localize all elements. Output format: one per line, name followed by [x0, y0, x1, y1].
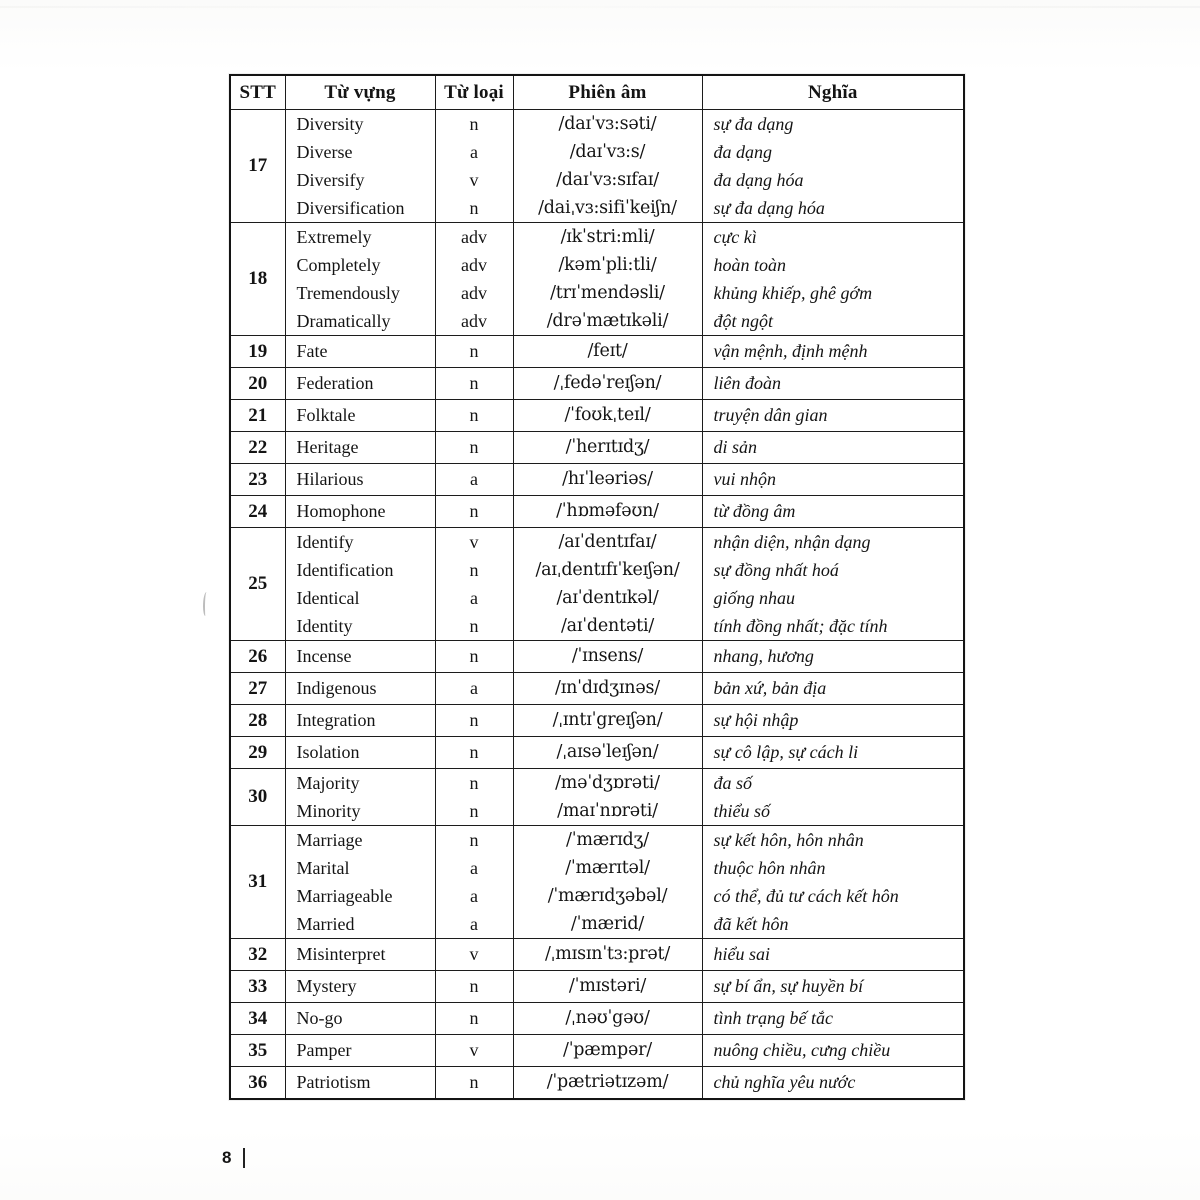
- word-cell: [285, 223, 435, 336]
- word-cell: [285, 737, 435, 769]
- meaning-cell-line: đột ngột: [713, 311, 774, 331]
- pos-cell-line: n: [469, 976, 479, 996]
- page-number-separator-bar: [243, 1148, 245, 1168]
- word-cell: [285, 641, 435, 673]
- meaning-cell: [702, 464, 964, 496]
- word-cell: [285, 336, 435, 368]
- ipa-cell-line: /drəˈmætɪkəli/: [546, 311, 669, 331]
- stt-cell: 31: [230, 826, 285, 939]
- meaning-cell-line: liên đoàn: [713, 373, 781, 393]
- word-cell-line: Patriotism: [296, 1072, 371, 1092]
- page-footer: [222, 1148, 245, 1168]
- word-cell: [285, 400, 435, 432]
- stt-cell: 27: [230, 673, 285, 705]
- word-cell-line: Isolation: [296, 742, 360, 762]
- pos-cell-line: adv: [461, 283, 487, 303]
- meaning-cell-line: sự hội nhập: [713, 710, 799, 730]
- meaning-cell: [702, 737, 964, 769]
- meaning-cell-line: sự bí ẩn, sự huyền bí: [713, 976, 864, 996]
- table-row: [230, 673, 964, 705]
- meaning-cell-line: sự đồng nhất hoá: [713, 560, 839, 580]
- pos-cell: [435, 1003, 513, 1035]
- ipa-cell-line: /ˈɪnsens/: [571, 646, 644, 666]
- word-cell-line: Identity: [296, 616, 353, 636]
- meaning-cell-line: nhang, hương: [713, 646, 814, 666]
- meaning-cell: [702, 971, 964, 1003]
- pos-cell: [435, 223, 513, 336]
- meaning-cell-line: đa dạng hóa: [713, 170, 804, 190]
- pos-cell-line: a: [470, 858, 478, 878]
- word-cell-line: Pamper: [296, 1040, 352, 1060]
- pos-cell-line: n: [469, 773, 479, 793]
- ipa-cell-line: /ˌnəʊˈgəʊ/: [565, 1008, 650, 1028]
- meaning-cell-line: có thể, đủ tư cách kết hôn: [713, 886, 899, 906]
- pos-cell: [435, 496, 513, 528]
- pos-cell-line: adv: [461, 227, 487, 247]
- stt-cell: 32: [230, 939, 285, 971]
- meaning-cell-line: từ đồng âm: [713, 501, 796, 521]
- ipa-cell-line: /daɪˈvɜ:s/: [569, 142, 646, 162]
- ipa-cell: [513, 496, 702, 528]
- word-cell-line: Completely: [296, 255, 381, 275]
- pos-cell-line: a: [470, 469, 478, 489]
- vocabulary-table: [229, 74, 965, 1100]
- pos-cell: [435, 939, 513, 971]
- ipa-cell-line: /hɪˈleəriəs/: [562, 469, 653, 489]
- meaning-cell-line: hiểu sai: [713, 944, 770, 964]
- word-cell-line: Marriageable: [296, 886, 393, 906]
- stt-cell: 23: [230, 464, 285, 496]
- ipa-cell-line: /ˌfedəˈreɪʃən/: [553, 373, 662, 393]
- word-cell: [285, 673, 435, 705]
- pos-cell: [435, 971, 513, 1003]
- word-cell-line: Identical: [296, 588, 360, 608]
- pos-cell: [435, 1035, 513, 1067]
- ipa-cell-line: /ˌmɪsɪnˈtɜ:prət/: [544, 944, 671, 964]
- ipa-cell-line: /trɪˈmendəsli/: [550, 283, 665, 303]
- pos-cell-line: v: [469, 532, 479, 552]
- pos-cell-line: n: [469, 830, 479, 850]
- stt-cell: 30: [230, 769, 285, 826]
- word-cell-line: Heritage: [296, 437, 359, 457]
- pos-cell-line: a: [470, 588, 478, 608]
- ipa-cell-line: /ˈhɒməfəʊn/: [556, 501, 659, 521]
- word-cell-line: Marital: [296, 858, 350, 878]
- pos-cell-line: n: [469, 405, 479, 425]
- word-cell: [285, 110, 435, 223]
- ipa-cell-line: /daiˌvɜ:sifiˈkeiʃn/: [538, 198, 677, 218]
- meaning-cell-line: giống nhau: [713, 588, 796, 608]
- ipa-cell-line: /ˈmɪstəri/: [568, 976, 647, 996]
- stt-cell: 19: [230, 336, 285, 368]
- stt-cell: 21: [230, 400, 285, 432]
- pos-cell: [435, 110, 513, 223]
- stt-cell: 17: [230, 110, 285, 223]
- stt-cell: 35: [230, 1035, 285, 1067]
- ipa-cell: [513, 939, 702, 971]
- pos-cell-line: n: [469, 198, 479, 218]
- ipa-cell: [513, 223, 702, 336]
- word-cell: [285, 464, 435, 496]
- word-cell: [285, 971, 435, 1003]
- table-row: [230, 110, 964, 223]
- meaning-cell-line: sự cô lập, sự cách li: [713, 742, 859, 762]
- ipa-cell-line: /maɪˈnɒrəti/: [557, 801, 658, 821]
- ipa-cell: [513, 1035, 702, 1067]
- pos-cell: [435, 368, 513, 400]
- meaning-cell: [702, 368, 964, 400]
- ipa-cell-line: /ˈmærɪtəl/: [565, 858, 650, 878]
- meaning-cell-line: nhận diện, nhận dạng: [713, 532, 871, 552]
- stt-cell: 28: [230, 705, 285, 737]
- pos-cell-line: n: [469, 373, 479, 393]
- meaning-cell: [702, 1003, 964, 1035]
- pos-cell-line: n: [469, 1008, 479, 1028]
- scan-artifact-mark: [203, 592, 209, 616]
- ipa-cell-line: /ˈfoʊkˌteɪl/: [564, 405, 651, 425]
- pos-cell-line: n: [469, 616, 479, 636]
- table-row: [230, 223, 964, 336]
- pos-cell-line: n: [469, 646, 479, 666]
- meaning-cell-line: tính đồng nhất; đặc tính: [713, 616, 888, 636]
- ipa-cell: [513, 528, 702, 641]
- table-row: [230, 400, 964, 432]
- pos-cell-line: n: [469, 801, 479, 821]
- word-cell-line: Hilarious: [296, 469, 364, 489]
- table-header-row: [230, 75, 964, 110]
- ipa-cell: [513, 110, 702, 223]
- pos-cell-line: n: [469, 742, 479, 762]
- ipa-cell-line: /ɪkˈstri:mli/: [560, 227, 655, 247]
- meaning-cell: [702, 528, 964, 641]
- ipa-cell-line: /aɪˈdentɪkəl/: [556, 588, 659, 608]
- ipa-cell: [513, 769, 702, 826]
- word-cell-line: Dramatically: [296, 311, 391, 331]
- word-cell-line: Tremendously: [296, 283, 400, 303]
- word-cell-line: Married: [296, 914, 355, 934]
- word-cell-line: Folktale: [296, 405, 356, 425]
- table-row: [230, 528, 964, 641]
- pos-cell-line: a: [470, 142, 478, 162]
- meaning-cell: [702, 939, 964, 971]
- column-header-0: STT: [230, 75, 285, 110]
- meaning-cell: [702, 705, 964, 737]
- pos-cell-line: v: [469, 1040, 479, 1060]
- ipa-cell: [513, 641, 702, 673]
- ipa-cell: [513, 1003, 702, 1035]
- meaning-cell: [702, 496, 964, 528]
- table-row: [230, 939, 964, 971]
- meaning-cell: [702, 1067, 964, 1100]
- word-cell: [285, 432, 435, 464]
- meaning-cell-line: sự đa dạng hóa: [713, 198, 825, 218]
- word-cell-line: No-go: [296, 1008, 343, 1028]
- pos-cell: [435, 705, 513, 737]
- meaning-cell: [702, 432, 964, 464]
- ipa-cell-line: /ˈpætriətɪzəm/: [546, 1072, 669, 1092]
- pos-cell-line: n: [469, 710, 479, 730]
- scan-edge-artifact: [0, 6, 1200, 8]
- word-cell-line: Fate: [296, 341, 328, 361]
- table-row: [230, 769, 964, 826]
- meaning-cell-line: nuông chiều, cưng chiều: [713, 1040, 891, 1060]
- stt-cell: 18: [230, 223, 285, 336]
- ipa-cell-line: /ˈpæmpər/: [563, 1040, 652, 1060]
- ipa-cell-line: /ˈmærid/: [570, 914, 645, 934]
- table-row: [230, 705, 964, 737]
- column-header-4: Nghĩa: [702, 75, 964, 110]
- pos-cell: [435, 769, 513, 826]
- pos-cell-line: n: [469, 114, 479, 134]
- meaning-cell: [702, 641, 964, 673]
- ipa-cell-line: /daɪˈvɜ:sɪfaɪ/: [556, 170, 659, 190]
- table-row: [230, 432, 964, 464]
- word-cell: [285, 769, 435, 826]
- ipa-cell-line: /aɪˌdentɪfɪˈkeɪʃən/: [535, 560, 680, 580]
- table-row: [230, 1035, 964, 1067]
- ipa-cell: [513, 432, 702, 464]
- pos-cell: [435, 737, 513, 769]
- stt-cell: 33: [230, 971, 285, 1003]
- column-header-3: Phiên âm: [513, 75, 702, 110]
- meaning-cell: [702, 1035, 964, 1067]
- meaning-cell: [702, 769, 964, 826]
- pos-cell-line: a: [470, 914, 478, 934]
- table-row: [230, 971, 964, 1003]
- stt-cell: 20: [230, 368, 285, 400]
- meaning-cell: [702, 336, 964, 368]
- table-row: [230, 336, 964, 368]
- word-cell: [285, 1067, 435, 1100]
- meaning-cell: [702, 223, 964, 336]
- pos-cell: [435, 826, 513, 939]
- pos-cell-line: adv: [461, 311, 487, 331]
- ipa-cell-line: /ˈmærɪdʒ/: [566, 830, 649, 850]
- ipa-cell: [513, 826, 702, 939]
- meaning-cell-line: thuộc hôn nhân: [713, 858, 826, 878]
- ipa-cell: [513, 1067, 702, 1100]
- word-cell-line: Diverse: [296, 142, 353, 162]
- meaning-cell-line: đa số: [713, 773, 753, 793]
- stt-cell: 34: [230, 1003, 285, 1035]
- ipa-cell-line: /məˈdʒɒrəti/: [555, 773, 660, 793]
- ipa-cell: [513, 971, 702, 1003]
- pos-cell: [435, 464, 513, 496]
- word-cell-line: Incense: [296, 646, 352, 666]
- pos-cell: [435, 336, 513, 368]
- pos-cell-line: n: [469, 1072, 479, 1092]
- ipa-cell: [513, 336, 702, 368]
- word-cell: [285, 1003, 435, 1035]
- pos-cell-line: adv: [461, 255, 487, 275]
- meaning-cell: [702, 110, 964, 223]
- ipa-cell: [513, 368, 702, 400]
- word-cell-line: Identify: [296, 532, 354, 552]
- word-cell-line: Diversity: [296, 114, 364, 134]
- pos-cell-line: n: [469, 437, 479, 457]
- ipa-cell-line: /ˈherɪtɪdʒ/: [565, 437, 650, 457]
- meaning-cell-line: hoàn toàn: [713, 255, 787, 275]
- pos-cell-line: n: [469, 341, 479, 361]
- meaning-cell-line: vận mệnh, định mệnh: [713, 341, 868, 361]
- table-row: [230, 826, 964, 939]
- word-cell: [285, 1035, 435, 1067]
- word-cell: [285, 368, 435, 400]
- pos-cell: [435, 400, 513, 432]
- ipa-cell-line: /ɪnˈdɪdʒɪnəs/: [555, 678, 660, 698]
- table-row: [230, 368, 964, 400]
- meaning-cell-line: khủng khiếp, ghê gớm: [713, 283, 873, 303]
- word-cell-line: Federation: [296, 373, 374, 393]
- ipa-cell-line: /aɪˈdentɪfaɪ/: [558, 532, 657, 552]
- ipa-cell-line: /daɪˈvɜ:səti/: [558, 114, 657, 134]
- table-row: [230, 1003, 964, 1035]
- ipa-cell-line: /feɪt/: [587, 341, 628, 361]
- meaning-cell-line: tình trạng bế tắc: [713, 1008, 833, 1028]
- meaning-cell: [702, 826, 964, 939]
- word-cell-line: Extremely: [296, 227, 372, 247]
- word-cell-line: Indigenous: [296, 678, 377, 698]
- stt-cell: 26: [230, 641, 285, 673]
- pos-cell: [435, 641, 513, 673]
- pos-cell-line: a: [470, 678, 478, 698]
- ipa-cell-line: /ˌaɪsəˈleɪʃən/: [556, 742, 659, 762]
- page-number: 8: [222, 1148, 232, 1167]
- word-cell: [285, 939, 435, 971]
- table-row: [230, 737, 964, 769]
- meaning-cell-line: di sản: [713, 437, 758, 457]
- stt-cell: 22: [230, 432, 285, 464]
- word-cell-line: Majority: [296, 773, 360, 793]
- pos-cell-line: n: [469, 560, 479, 580]
- meaning-cell-line: truyện dân gian: [713, 405, 828, 425]
- meaning-cell-line: sự đa dạng: [713, 114, 794, 134]
- stt-cell: 36: [230, 1067, 285, 1100]
- meaning-cell: [702, 673, 964, 705]
- stt-cell: 24: [230, 496, 285, 528]
- meaning-cell-line: vui nhộn: [713, 469, 776, 489]
- table-body: [230, 110, 964, 1100]
- meaning-cell-line: bản xứ, bản địa: [713, 678, 827, 698]
- pos-cell-line: v: [469, 944, 479, 964]
- stt-cell: 25: [230, 528, 285, 641]
- meaning-cell-line: sự kết hôn, hôn nhân: [713, 830, 864, 850]
- pos-cell: [435, 432, 513, 464]
- meaning-cell: [702, 400, 964, 432]
- ipa-cell-line: /kəmˈpli:tli/: [558, 255, 657, 275]
- word-cell-line: Minority: [296, 801, 361, 821]
- word-cell-line: Identification: [296, 560, 394, 580]
- ipa-cell: [513, 705, 702, 737]
- word-cell: [285, 528, 435, 641]
- word-cell-line: Integration: [296, 710, 376, 730]
- meaning-cell-line: thiểu số: [713, 801, 770, 821]
- pos-cell-line: a: [470, 886, 478, 906]
- pos-cell: [435, 528, 513, 641]
- pos-cell: [435, 673, 513, 705]
- word-cell-line: Misinterpret: [296, 944, 386, 964]
- ipa-cell-line: /ˈmærɪdʒəbəl/: [547, 886, 668, 906]
- word-cell-line: Marriage: [296, 830, 363, 850]
- meaning-cell-line: chủ nghĩa yêu nước: [713, 1072, 856, 1092]
- stt-cell: 29: [230, 737, 285, 769]
- ipa-cell-line: /ˌɪntɪˈgreɪʃən/: [552, 710, 663, 730]
- word-cell-line: Diversify: [296, 170, 365, 190]
- ipa-cell: [513, 464, 702, 496]
- column-header-1: Từ vựng: [285, 75, 435, 110]
- pos-cell: [435, 1067, 513, 1100]
- word-cell: [285, 826, 435, 939]
- pos-cell-line: n: [469, 501, 479, 521]
- table-row: [230, 496, 964, 528]
- word-cell-line: Homophone: [296, 501, 386, 521]
- meaning-cell-line: đa dạng: [713, 142, 772, 162]
- table-row: [230, 1067, 964, 1100]
- word-cell-line: Diversification: [296, 198, 405, 218]
- ipa-cell: [513, 400, 702, 432]
- meaning-cell-line: cực kì: [713, 227, 757, 247]
- table-row: [230, 641, 964, 673]
- ipa-cell: [513, 673, 702, 705]
- word-cell-line: Mystery: [296, 976, 357, 996]
- ipa-cell-line: /aɪˈdentəti/: [560, 616, 655, 636]
- table-row: [230, 464, 964, 496]
- meaning-cell-line: đã kết hôn: [713, 914, 789, 934]
- column-header-2: Từ loại: [435, 75, 513, 110]
- word-cell: [285, 496, 435, 528]
- word-cell: [285, 705, 435, 737]
- pos-cell-line: v: [469, 170, 479, 190]
- ipa-cell: [513, 737, 702, 769]
